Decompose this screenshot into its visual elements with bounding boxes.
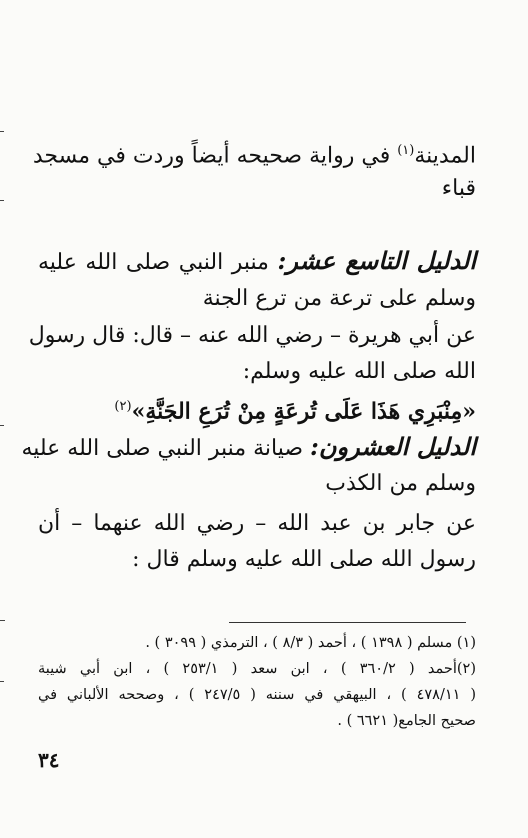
text-span: المدينة <box>414 143 476 169</box>
text-span: الله صلى الله عليه وسلم: <box>242 359 476 384</box>
margin-mark <box>0 425 4 426</box>
margin-mark <box>0 131 4 132</box>
text-span: عن أبي هريرة – رضي الله عنه – قال: قال رسول <box>28 323 476 348</box>
paragraph-line <box>38 469 476 499</box>
text-span: وسلم من الكذب <box>325 471 476 496</box>
text-span: في رواية صحيحه أيضاً وردت في مسجد <box>32 143 398 169</box>
section-heading: الدليل العشرون: <box>310 432 476 461</box>
text-span: عن جابر بن عبد الله – رضي الله عنهما – أن <box>38 511 476 536</box>
paragraph-line <box>38 174 476 204</box>
margin-mark <box>0 200 4 201</box>
paragraph-line <box>32 136 476 171</box>
footnote-divider <box>229 622 466 623</box>
footnote: صحيح الجامع( ٦٦٢١ ) . <box>337 713 476 729</box>
paragraph-line <box>38 509 476 539</box>
paragraph-line <box>38 284 476 314</box>
text-span: صيانة منبر النبي صلى الله عليه <box>21 436 311 461</box>
text-span: وسلم على ترعة من ترع الجنة <box>202 286 476 311</box>
hadith-quote: «مِنْبَرِي هَذَا عَلَى تُرعَةٍ مِنْ تُرَعِ الجَنَّةِ» <box>131 398 476 425</box>
paragraph-line <box>38 357 476 387</box>
margin-mark <box>0 620 5 621</box>
section-heading: الدليل التاسع عشر: <box>277 246 476 275</box>
footnote-ref: (١) <box>397 143 415 158</box>
text-span: قباء <box>441 176 476 201</box>
margin-mark <box>0 681 4 682</box>
footnote: (١) مسلم ( ١٣٩٨ ) ، أحمد ( ٨/٣ ) ، الترمذي ( ٣٠٩٩ ) . <box>145 635 476 651</box>
footnote: (٢)أحمد ( ٣٦٠/٢ ) ، ابن سعد ( ٢٥٣/١ ) ، ابن أبي شيبة <box>38 661 476 677</box>
paragraph-line <box>38 545 476 575</box>
section-heading-line <box>38 246 476 278</box>
text-span: رسول الله صلى الله عليه وسلم قال : <box>132 547 476 572</box>
section-heading-line <box>21 432 476 464</box>
footnote: ( ٤٧٨/١١ ) ، البيهقي في سننه ( ٢٤٧/٥ ) ، وصححه الألباني في <box>38 687 476 703</box>
footnote-ref: (٢) <box>114 399 132 414</box>
page-number: ٣٤ <box>38 748 60 772</box>
text-span: منبر النبي صلى الله عليه <box>38 250 278 275</box>
paragraph-line <box>28 321 476 351</box>
hadith-quote-line <box>38 392 476 427</box>
